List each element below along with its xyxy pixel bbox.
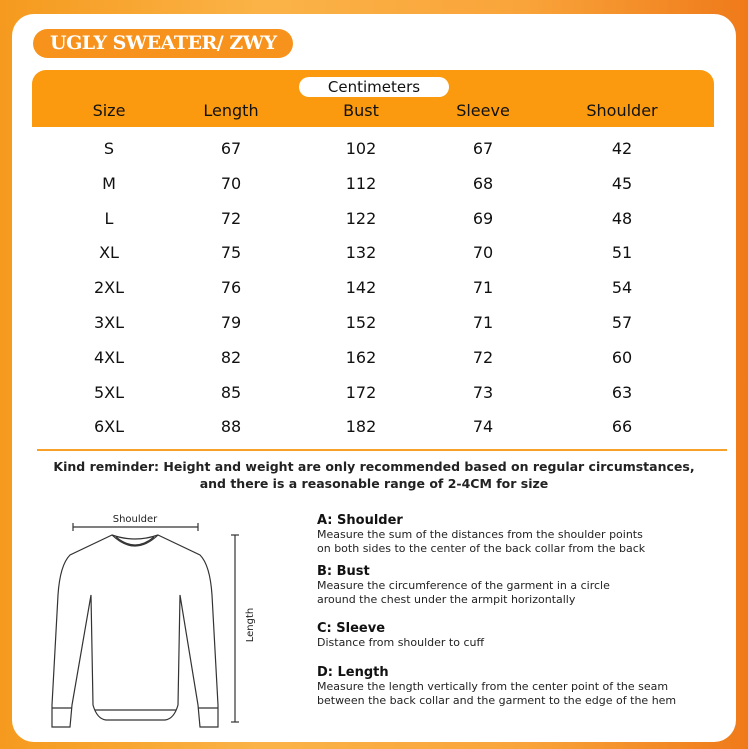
column-header-bust: Bust [343,101,379,120]
unit-label: Centimeters [299,77,449,97]
table-cell: 45 [611,173,633,193]
table-cell: 63 [611,382,633,402]
description-text: Measure the circumference of the garment in a circle [317,579,610,592]
table-cell: 71 [472,313,494,332]
column-header-shoulder: Shoulder [586,101,658,120]
table-cell: 69 [472,208,494,228]
table-cell: 74 [472,417,494,437]
table-cell: 51 [611,243,633,263]
table-cell: 142 [345,278,377,298]
table-cell: 60 [611,347,633,367]
column-header-length: Length [203,101,259,120]
table-cell: 57 [611,313,633,332]
shoulder-label: Shoulder [112,514,158,525]
table-cell: 122 [345,208,377,228]
description-item [317,564,737,607]
table-cell: 4XL [93,347,125,367]
table-cell: 6XL [93,417,125,437]
table-cell: 71 [472,278,494,298]
table-cell: 72 [472,347,494,367]
table-cell: M [102,173,116,193]
table-cell: 75 [220,243,242,263]
table-cell: 67 [472,139,494,158]
description-heading: B: Bust [317,564,370,579]
table-cell: 54 [611,278,633,298]
table-cell: 42 [611,139,633,158]
table-cell: 79 [220,313,242,332]
table-cell: 162 [345,347,377,367]
table-cell: 132 [345,243,377,263]
table-cell: 73 [472,382,494,402]
reminder-line-2: and there is a reasonable range of 2-4CM for size [199,476,549,491]
description-item [317,621,737,650]
table-cell: XL [99,243,119,263]
description-heading: A: Shoulder [317,513,403,528]
description-heading: D: Length [317,665,389,680]
product-title: UGLY SWEATER/ ZWY [33,29,293,58]
description-text: Measure the length vertically from the center point of the seam [317,680,669,693]
table-cell: 48 [611,208,633,228]
table-cell: 88 [220,417,242,437]
column-header-size: Size [92,101,126,120]
description-text: on both sides to the center of the back collar from the back [317,542,646,555]
description-heading: C: Sleeve [317,621,386,636]
description-text: between the back collar and the garment to the edge of the hem [317,694,677,707]
sweater-diagram [40,505,270,735]
table-cell: 2XL [93,278,125,298]
table-cell: 5XL [93,382,125,402]
table-cell: 72 [220,208,242,228]
table-cell: 112 [345,173,377,193]
table-cell: L [104,208,114,228]
reminder-line-1: Kind reminder: Height and weight are only recommended based on regular circumstances, [53,459,695,474]
table-cell: 102 [345,139,377,158]
table-cell: 3XL [93,313,125,332]
table-cell: 85 [220,382,242,402]
table-cell: 70 [220,173,242,193]
description-text: Measure the sum of the distances from the shoulder points [317,528,643,541]
column-header-sleeve: Sleeve [456,101,510,120]
table-cell: 68 [472,173,494,193]
description-text: Distance from shoulder to cuff [317,636,485,649]
table-cell: 152 [345,313,377,332]
table-cell: S [103,139,115,158]
description-item [317,513,737,556]
table-cell: 76 [220,278,242,298]
table-cell: 66 [611,417,633,437]
table-cell: 82 [220,347,242,367]
length-label: Length [245,607,256,643]
description-text: around the chest under the armpit horizontally [317,593,576,606]
table-cell: 182 [345,417,377,437]
table-cell: 67 [220,139,242,158]
description-item [317,665,737,708]
divider [37,449,727,451]
table-cell: 172 [345,382,377,402]
table-cell: 70 [472,243,494,263]
